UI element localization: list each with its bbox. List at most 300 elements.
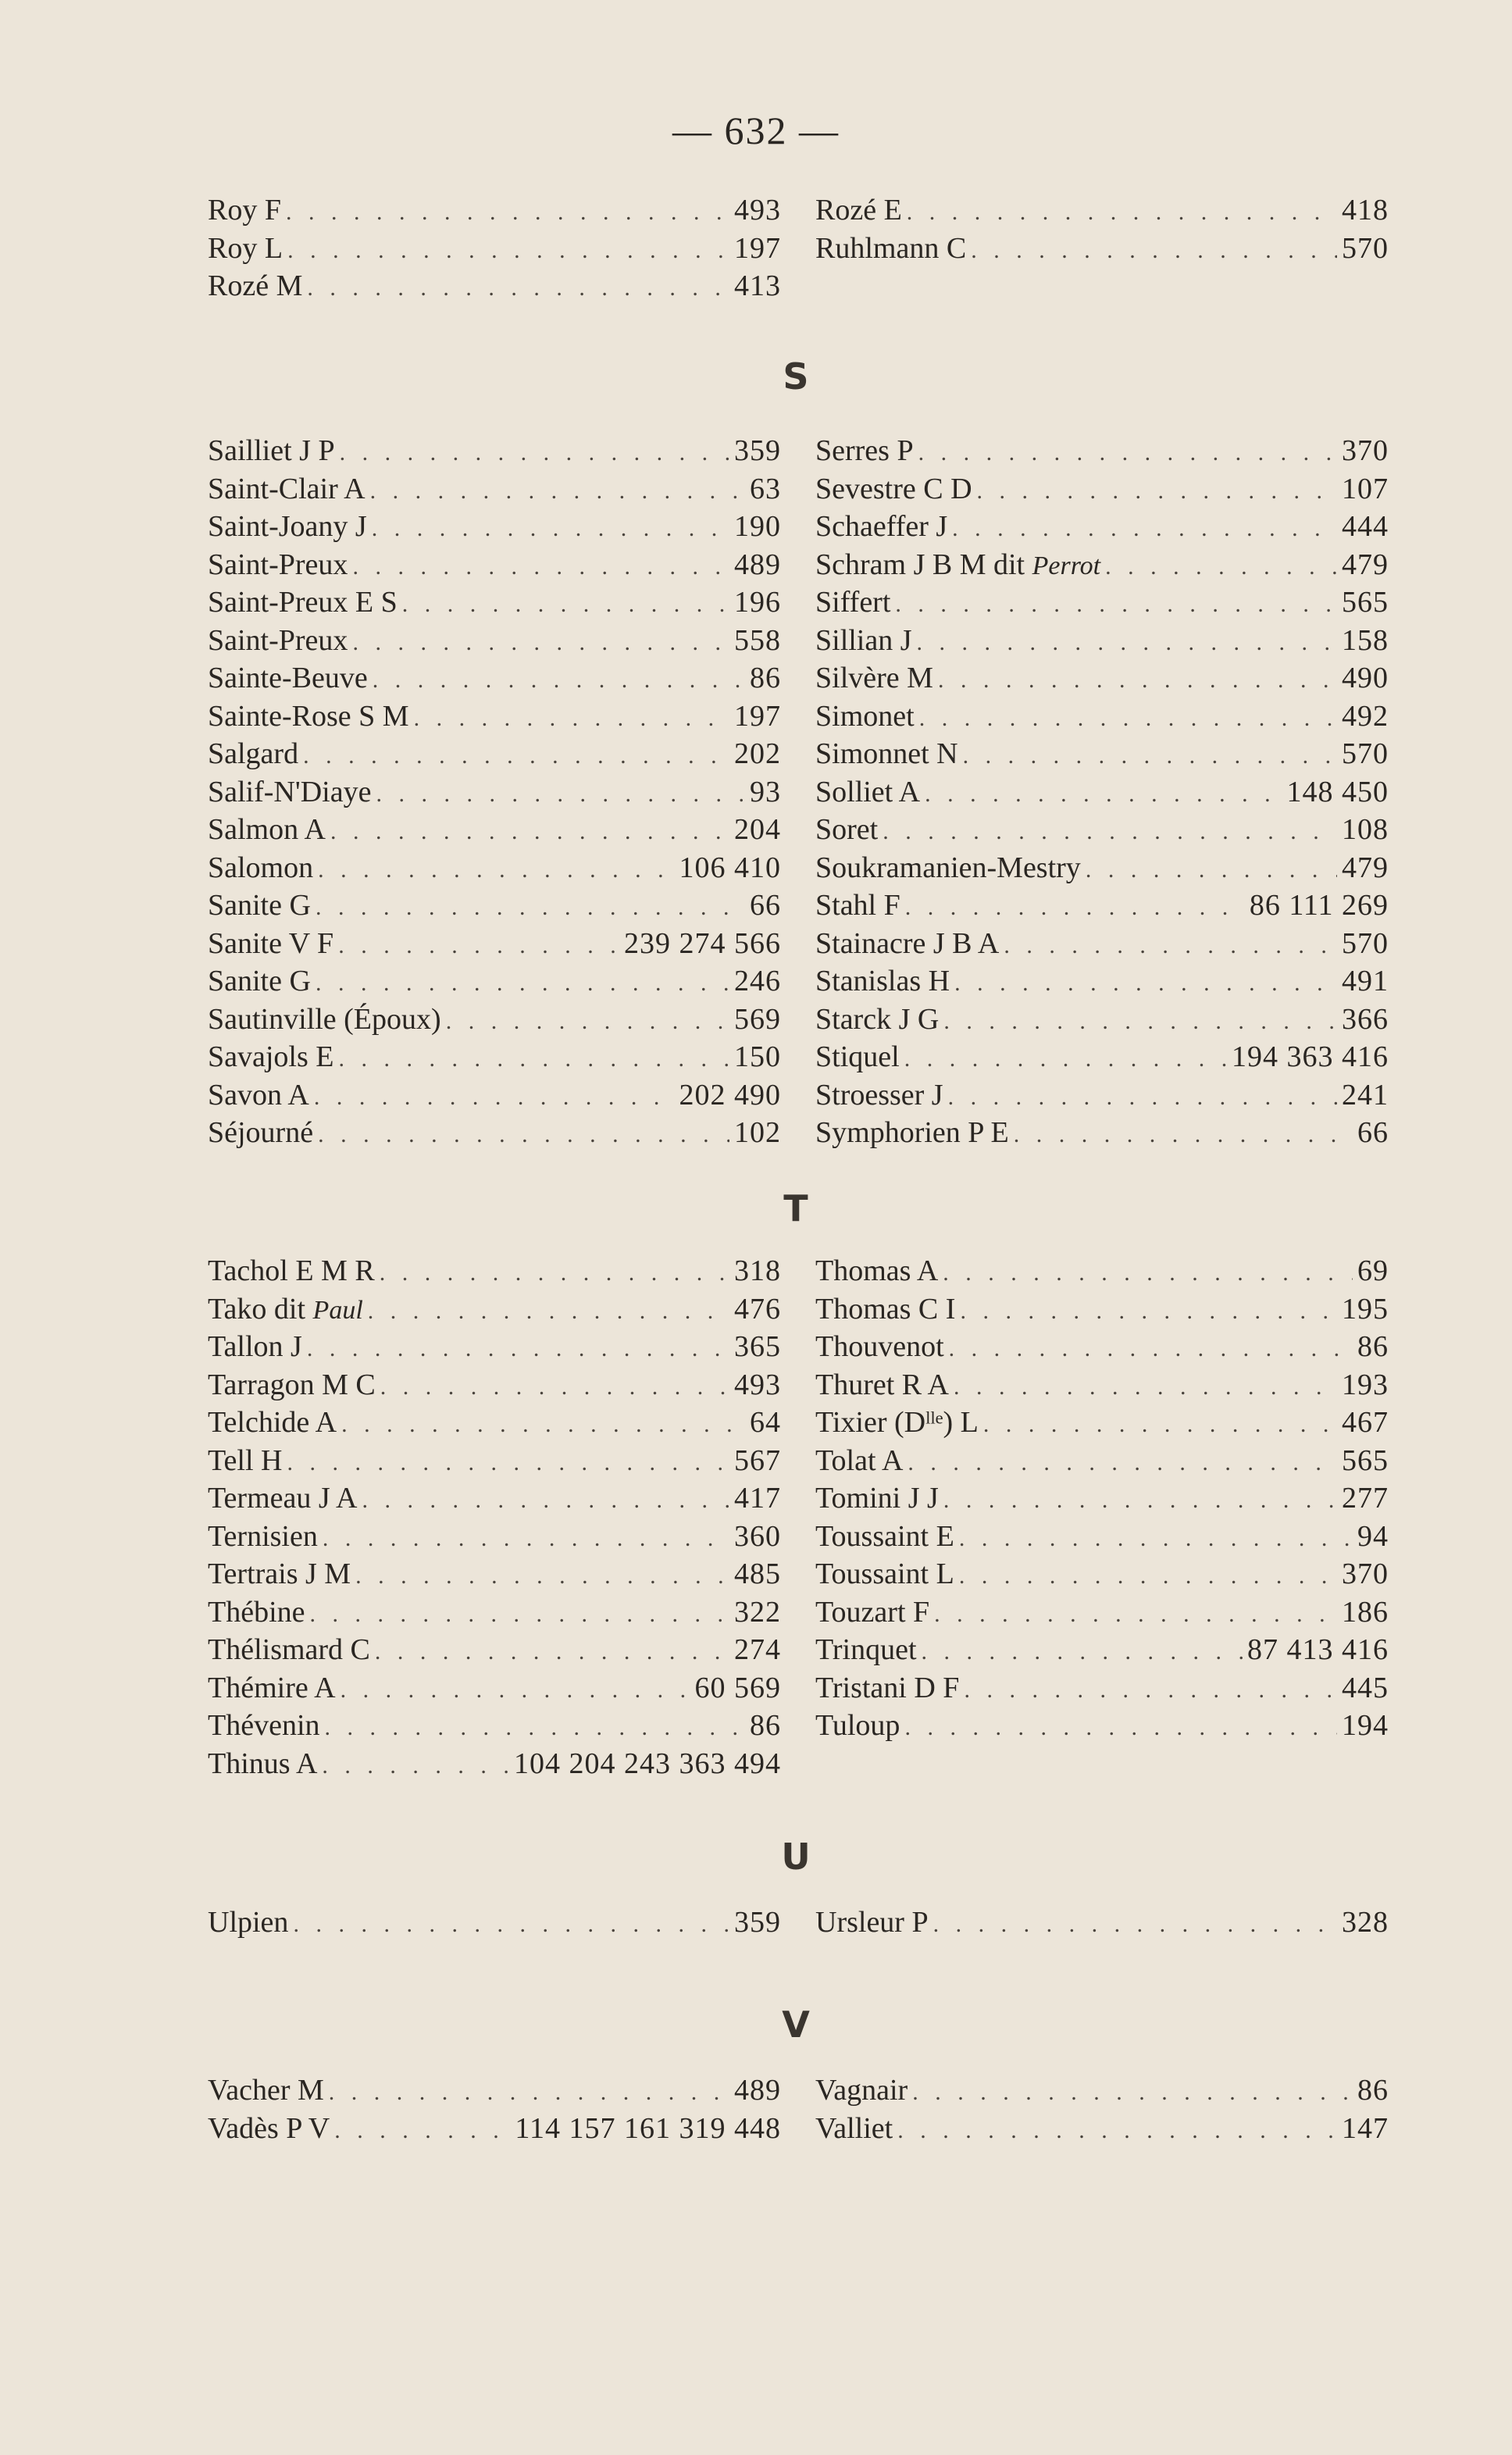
entry-name <box>815 230 966 268</box>
index-entry <box>815 622 1389 660</box>
index-entry <box>815 659 1389 698</box>
entry-name-text: Toussaint E <box>815 1519 954 1553</box>
entry-pages: 493 <box>734 194 781 227</box>
entry-name <box>815 1593 929 1632</box>
entry-name-text: Tallon J <box>208 1330 302 1363</box>
dot-leader <box>952 510 1337 548</box>
entry-name-text: Thémire A <box>208 1671 336 1704</box>
index-column-left <box>208 432 781 1152</box>
entry-name-text: Sanite V F <box>208 926 334 960</box>
dot-leader <box>446 1003 729 1041</box>
dot-leader <box>895 586 1337 624</box>
entry-name-text: Stiquel <box>815 1040 900 1073</box>
entry-name-text: Tolat A <box>815 1443 904 1477</box>
entry-name <box>208 1707 320 1745</box>
dot-leader <box>912 2074 1353 2112</box>
entry-pages: 444 <box>1342 510 1389 543</box>
entry-name-text: Stanislas H <box>815 965 950 997</box>
entry-name <box>815 659 933 698</box>
dot-leader <box>316 889 745 927</box>
entry-name-text: Valliet <box>815 2111 893 2145</box>
entry-name-text: Rozé M <box>208 269 303 302</box>
entry-name-text: Termeau J A <box>208 1482 358 1515</box>
entry-pages: 417 <box>734 1482 781 1515</box>
entry-name-text: Saint-Clair A <box>208 472 366 505</box>
dot-leader <box>948 1079 1337 1117</box>
entry-pages: 193 <box>1342 1368 1389 1401</box>
entry-pages: 204 <box>734 813 781 846</box>
entry-pages: 489 <box>734 548 781 581</box>
entry-name-text: Thouvenot <box>815 1330 944 1363</box>
entry-name <box>208 546 348 584</box>
entry-name <box>815 508 947 546</box>
index-entry <box>208 1555 781 1593</box>
entry-pages: 476 <box>734 1292 781 1326</box>
index-entry <box>208 1290 781 1329</box>
entry-pages: 86 <box>750 662 781 694</box>
entry-name <box>208 1001 441 1039</box>
entry-pages: 485 <box>734 1558 781 1590</box>
entry-pages: 102 <box>734 1116 781 1149</box>
entry-name <box>208 698 409 736</box>
entry-name <box>815 1328 944 1366</box>
entry-name <box>815 622 912 660</box>
entry-name <box>208 470 366 508</box>
index-entry <box>815 1479 1389 1518</box>
dot-leader <box>897 2112 1337 2150</box>
index-entry <box>815 2110 1389 2148</box>
entry-name <box>208 583 398 622</box>
entry-name-text: Simonnet N <box>815 737 958 770</box>
dot-leader <box>919 700 1337 738</box>
entry-name-text: Stainacre J B A <box>815 926 1000 960</box>
index-entry <box>815 583 1389 622</box>
dot-leader <box>373 662 745 700</box>
entry-name <box>208 1669 336 1707</box>
dot-leader <box>954 1368 1337 1407</box>
dot-leader <box>307 1330 729 1368</box>
index-entry <box>208 1707 781 1745</box>
dot-leader <box>904 1040 1227 1079</box>
entry-name-text: Roy L <box>208 231 284 265</box>
entry-pages: 66 <box>1357 1116 1389 1149</box>
entry-name <box>815 1114 1009 1152</box>
entry-name-text: Serres P <box>815 434 914 467</box>
dot-leader <box>338 1040 729 1079</box>
index-entry <box>815 1669 1389 1707</box>
entry-pages: 490 <box>1342 662 1389 694</box>
entry-pages: 194 <box>1342 1709 1389 1742</box>
entry-name-text: Salomon <box>208 851 314 884</box>
index-entry <box>208 1904 781 1942</box>
index-entry <box>815 887 1389 925</box>
entry-name-text: Soukramanien-Mestry <box>815 851 1081 884</box>
dot-leader <box>355 1558 729 1596</box>
entry-name <box>815 2110 893 2148</box>
entry-name-text: Ursleur P <box>815 1906 929 1939</box>
entry-pages: 63 <box>750 472 781 505</box>
section-letter: U <box>781 1836 811 1878</box>
dot-leader <box>286 194 729 232</box>
index-entry <box>208 962 781 1001</box>
entry-name-text: Thévenin <box>208 1709 320 1742</box>
index-entry <box>815 1404 1389 1442</box>
index-entry <box>208 230 781 268</box>
entry-name <box>208 1290 363 1330</box>
entry-name-text: Saint-Joany J <box>208 510 367 543</box>
entry-pages: 196 <box>734 586 781 619</box>
index-entry <box>815 432 1389 470</box>
index-entry <box>208 1479 781 1518</box>
entry-pages: 158 <box>1342 623 1389 657</box>
entry-name <box>815 1038 900 1076</box>
entry-name-text: Sillian J <box>815 623 912 657</box>
index-column-right <box>815 1904 1389 1942</box>
entry-pages: 202 490 <box>679 1078 781 1112</box>
dot-leader <box>287 1444 729 1483</box>
entry-name-text: Thuret R A <box>815 1368 949 1401</box>
entry-pages: 413 <box>734 269 781 302</box>
index-entry <box>815 1114 1389 1152</box>
entry-pages: 66 <box>750 889 781 922</box>
entry-name <box>815 925 999 963</box>
entry-name-text: Siffert <box>815 586 891 619</box>
index-entry <box>208 508 781 546</box>
index-entry <box>208 1442 781 1480</box>
entry-name-text: Ternisien <box>208 1519 318 1553</box>
index-entry <box>815 1252 1389 1290</box>
index-column-right <box>815 2071 1389 2147</box>
entry-pages: 86 111 269 <box>1249 889 1389 922</box>
entry-name <box>815 1904 929 1942</box>
entry-name <box>815 1404 979 1442</box>
entry-pages: 194 363 416 <box>1232 1040 1389 1073</box>
entry-pages: 489 <box>734 2074 781 2107</box>
entry-name <box>208 1076 309 1115</box>
index-entry <box>815 2071 1389 2110</box>
entry-name <box>815 1076 943 1115</box>
entry-pages: 93 <box>750 775 781 808</box>
entry-pages: 491 <box>1342 965 1389 997</box>
entry-name-text: Soret <box>815 813 879 846</box>
dot-leader <box>983 1406 1337 1444</box>
index-column-right <box>815 432 1389 1152</box>
entry-name-text: Sanite G <box>208 889 311 922</box>
index-entry <box>815 1038 1389 1076</box>
entry-pages: 567 <box>734 1443 781 1477</box>
index-entry <box>208 1252 781 1290</box>
entry-name-text: Sainte-Rose S M <box>208 699 409 733</box>
dot-leader <box>402 586 729 624</box>
dot-leader <box>323 1520 729 1558</box>
entry-pages: 114 157 161 319 448 <box>515 2111 781 2145</box>
dot-leader <box>287 232 729 270</box>
entry-pages: 322 <box>734 1595 781 1629</box>
index-entry <box>208 622 781 660</box>
entry-name <box>815 1290 955 1329</box>
dot-leader <box>908 1444 1337 1483</box>
index-entry <box>815 1001 1389 1039</box>
dot-leader <box>376 776 745 814</box>
entry-name-text: Toussaint L <box>815 1558 954 1590</box>
entry-name-text: Savon A <box>208 1078 309 1112</box>
index-entry <box>208 191 781 230</box>
entry-name <box>208 1904 288 1942</box>
entry-pages: 467 <box>1342 1406 1389 1439</box>
entry-alias: Perrot <box>1032 551 1101 580</box>
index-entry <box>815 1904 1389 1942</box>
entry-pages: 108 <box>1342 813 1389 846</box>
entry-name <box>815 1555 954 1593</box>
dot-leader <box>330 813 729 851</box>
dot-leader <box>341 1406 745 1444</box>
index-entry <box>815 1290 1389 1329</box>
entry-name <box>208 849 313 887</box>
entry-name-text: Thébine <box>208 1595 305 1629</box>
index-entry <box>815 1076 1389 1115</box>
entry-name <box>815 1669 959 1707</box>
index-column-left <box>208 1252 781 1782</box>
section-letter: V <box>782 2004 810 2046</box>
entry-pages: 570 <box>1342 737 1389 770</box>
entry-name <box>208 2110 330 2148</box>
entry-pages: 318 <box>734 1254 781 1287</box>
entry-pages: 197 <box>734 699 781 733</box>
dot-leader <box>380 1368 729 1407</box>
entry-name-text: Saint-Preux <box>208 623 348 657</box>
entry-name <box>815 546 1100 586</box>
dot-leader <box>1105 548 1337 587</box>
index-entry <box>815 773 1389 812</box>
entry-name-text: Savajols E <box>208 1040 334 1073</box>
dot-leader <box>372 510 729 548</box>
dot-leader <box>933 1906 1337 1944</box>
dot-leader <box>352 624 729 662</box>
entry-name <box>815 735 958 773</box>
entry-name-text: Saint-Preux E S <box>208 586 398 619</box>
entry-name-text: Schram J B M dit <box>815 548 1025 581</box>
entry-pages: 366 <box>1342 1002 1389 1036</box>
index-entry <box>815 546 1389 584</box>
entry-name-text: Silvère M <box>815 662 933 694</box>
page-number: — 632 — <box>672 109 840 152</box>
entry-name-text: Tarragon M C <box>208 1368 376 1401</box>
entry-pages: 195 <box>1342 1292 1389 1326</box>
entry-name <box>815 432 914 470</box>
entry-name <box>208 887 311 925</box>
entry-pages: 565 <box>1342 586 1389 619</box>
dot-leader <box>954 965 1337 1003</box>
entry-name <box>208 508 367 546</box>
entry-pages: 197 <box>734 231 781 265</box>
entry-pages: 86 <box>1357 1330 1389 1363</box>
dot-leader <box>370 473 745 511</box>
index-entry <box>815 1631 1389 1669</box>
entry-pages: 570 <box>1342 926 1389 960</box>
index-entry <box>208 1745 781 1783</box>
entry-name <box>208 811 326 849</box>
entry-name <box>815 698 915 736</box>
dot-leader <box>1004 927 1337 965</box>
index-entry <box>815 1328 1389 1366</box>
index-entry <box>208 1669 781 1707</box>
dot-leader <box>949 1330 1353 1368</box>
entry-name-text: Séjourné <box>208 1116 314 1149</box>
entry-pages: 370 <box>1342 434 1389 467</box>
dot-leader <box>907 194 1337 232</box>
dot-leader <box>310 1596 729 1634</box>
entry-name <box>815 583 890 622</box>
entry-pages: 445 <box>1342 1671 1389 1704</box>
entry-name-text: Salmon A <box>208 813 326 846</box>
index-entry <box>815 1555 1389 1593</box>
dot-leader <box>934 1596 1337 1634</box>
section-letter: S <box>783 355 809 398</box>
index-entry <box>815 1518 1389 1556</box>
entry-pages: 107 <box>1342 472 1389 505</box>
dot-leader <box>918 434 1337 473</box>
entry-name-text: Trinquet <box>815 1633 917 1666</box>
index-entry <box>208 1076 781 1115</box>
dot-leader <box>959 1558 1337 1596</box>
index-entry <box>208 1404 781 1442</box>
entry-name <box>815 1479 939 1518</box>
dot-leader <box>905 889 1245 927</box>
entry-name-text: Roy F <box>208 194 281 227</box>
entry-name-text: Sautinville (Époux) <box>208 1002 441 1036</box>
entry-name-text: Tixier (Dˡˡᵉ) L <box>815 1406 979 1439</box>
entry-name-text: Ruhlmann C <box>815 231 967 265</box>
dot-leader <box>1014 1116 1353 1154</box>
index-column-right <box>815 191 1389 267</box>
index-entry <box>815 698 1389 736</box>
entry-name-text: Touzart F <box>815 1595 930 1629</box>
entry-pages: 558 <box>734 623 781 657</box>
index-entry <box>208 659 781 698</box>
entry-name-text: Thomas C I <box>815 1292 956 1326</box>
entry-name <box>208 962 311 1001</box>
entry-name-text: Ulpien <box>208 1906 289 1939</box>
entry-pages: 418 <box>1342 194 1389 227</box>
entry-pages: 86 <box>750 1709 781 1742</box>
entry-name <box>815 849 1081 887</box>
index-entry <box>208 887 781 925</box>
index-entry <box>208 1631 781 1669</box>
entry-pages: 274 <box>734 1633 781 1666</box>
entry-pages: 359 <box>734 434 781 467</box>
entry-name <box>208 773 371 812</box>
entry-pages: 370 <box>1342 1558 1389 1590</box>
entry-name-text: Saint-Preux <box>208 548 348 581</box>
entry-name <box>208 432 335 470</box>
entry-name-text: Tako dit <box>208 1292 306 1326</box>
entry-name <box>208 191 281 230</box>
dot-leader <box>959 1520 1353 1558</box>
dot-leader <box>922 1633 1243 1672</box>
index-entry <box>208 1328 781 1366</box>
entry-pages: 239 274 566 <box>624 926 781 960</box>
index-entry <box>815 191 1389 230</box>
entry-pages: 60 569 <box>694 1671 781 1704</box>
entry-pages: 241 <box>1342 1078 1389 1112</box>
entry-pages: 359 <box>734 1906 781 1939</box>
entry-name-text: Telchide A <box>208 1406 337 1439</box>
entry-name-text: Vagnair <box>815 2074 908 2107</box>
dot-leader <box>341 1672 690 1710</box>
index-entry <box>208 849 781 887</box>
entry-name <box>815 811 878 849</box>
dot-leader <box>329 2074 729 2112</box>
entry-name-text: Simonet <box>815 699 915 733</box>
entry-name-text: Stahl F <box>815 889 900 922</box>
dot-leader <box>352 548 729 587</box>
entry-name-text: Schaeffer J <box>815 510 948 543</box>
entry-pages: 202 <box>734 737 781 770</box>
dot-leader <box>303 737 729 776</box>
dot-leader <box>938 662 1337 700</box>
entry-name <box>815 191 902 230</box>
dot-leader <box>325 1709 745 1747</box>
index-entry <box>208 583 781 622</box>
index-entry <box>815 230 1389 268</box>
entry-name <box>815 1252 938 1290</box>
dot-leader <box>318 1116 729 1154</box>
entry-pages: 569 <box>734 1002 781 1036</box>
entry-pages: 479 <box>1342 548 1389 581</box>
index-entry <box>815 962 1389 1001</box>
dot-leader <box>307 269 729 308</box>
entry-name-text: Vadès P V <box>208 2111 330 2145</box>
entry-name <box>208 1518 318 1556</box>
index-column-left <box>208 2071 781 2147</box>
dot-leader <box>293 1906 729 1944</box>
entry-name <box>815 2071 908 2110</box>
entry-name <box>208 1252 375 1290</box>
index-entry <box>208 1001 781 1039</box>
entry-name-text: Vacher M <box>208 2074 324 2107</box>
entry-name <box>208 267 302 305</box>
index-column-left <box>208 191 781 305</box>
entry-pages: 277 <box>1342 1482 1389 1515</box>
entry-name-text: Tuloup <box>815 1709 900 1742</box>
entry-name <box>208 1114 313 1152</box>
entry-name-text: Tachol E M R <box>208 1254 375 1287</box>
entry-pages: 479 <box>1342 851 1389 884</box>
index-entry <box>815 811 1389 849</box>
dot-leader <box>917 624 1337 662</box>
index-entry <box>208 432 781 470</box>
dot-leader <box>963 737 1337 776</box>
index-entry <box>208 267 781 305</box>
index-entry <box>208 1366 781 1404</box>
dot-leader <box>964 1672 1337 1710</box>
dot-leader <box>322 1747 509 1786</box>
index-entry <box>815 925 1389 963</box>
index-entry <box>815 1593 1389 1632</box>
index-entry <box>815 470 1389 508</box>
entry-name <box>208 735 298 773</box>
entry-pages: 565 <box>1342 1443 1389 1477</box>
entry-pages: 147 <box>1342 2111 1389 2145</box>
entry-name <box>815 887 900 925</box>
entry-name <box>815 773 920 812</box>
entry-name <box>208 1631 370 1669</box>
entry-name <box>208 1745 317 1783</box>
dot-leader <box>1086 851 1337 890</box>
entry-name <box>208 1555 351 1593</box>
entry-name-text: Sanite G <box>208 965 311 997</box>
entry-name <box>815 962 950 1001</box>
